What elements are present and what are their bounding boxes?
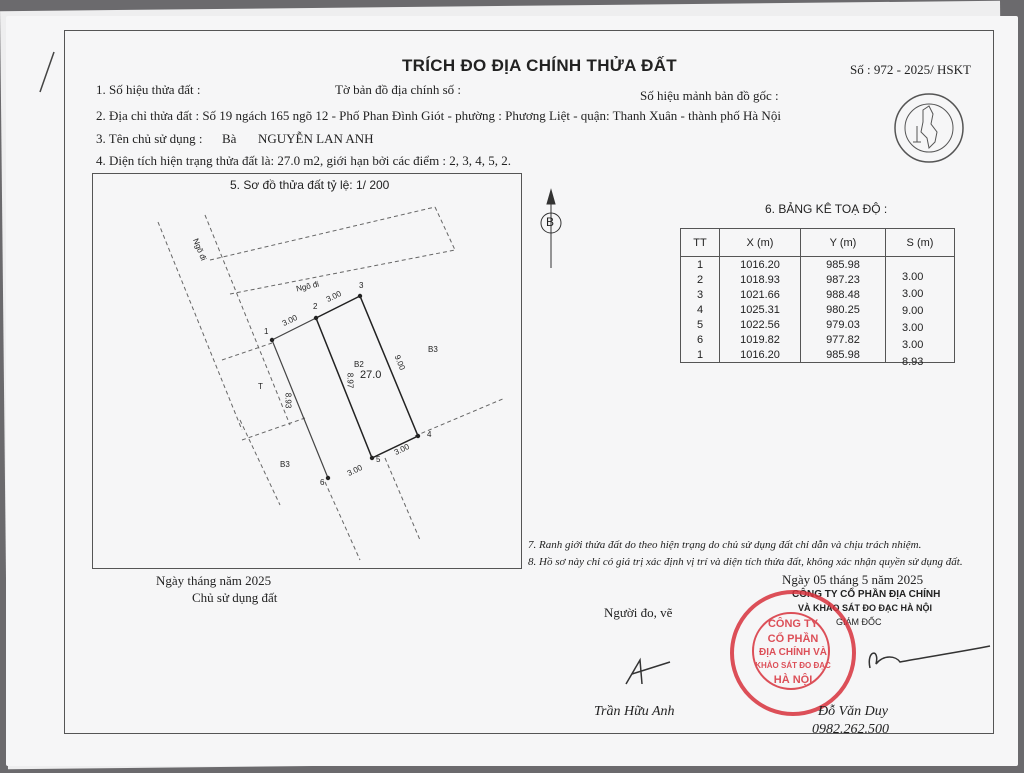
table-cell: 1019.82: [720, 332, 801, 347]
dimension-label: 8.97: [345, 372, 355, 389]
parcel-address: 2. Địa chỉ thửa đất : Số 19 ngách 165 ngõ 12 - Phố Phan Đình Giót - phường : Phương Liệt - quận: Thanh Xuân - thành phố Hà Nội: [96, 108, 781, 123]
director-name: Đỗ Văn Duy: [818, 704, 888, 719]
director-signature-icon: [869, 646, 990, 668]
coordinate-table-title: 6. BẢNG KÊ TOẠ ĐỘ :: [765, 202, 888, 216]
land-type-label: B2: [354, 360, 364, 369]
table-cell: 5: [681, 317, 720, 332]
map-sheet-number: Tờ bản đồ địa chính số :: [335, 82, 462, 97]
surveyor-label: Người đo, vẽ: [604, 605, 673, 620]
stamp-text: ĐỊA CHÍNH VÀ: [759, 647, 827, 658]
table-cell: 1025.31: [720, 302, 801, 317]
table-cell: 1021.66: [720, 287, 801, 302]
distance-value: 3.00: [902, 271, 924, 283]
point-label-3: 3: [359, 281, 364, 290]
original-map-number: Số hiệu mảnh bản đồ gốc :: [640, 88, 779, 103]
dimension-label: 8.93: [283, 392, 293, 409]
land-type-label: B3: [428, 345, 438, 354]
table-cell: 1: [681, 257, 720, 273]
dimension-label: 3.00: [392, 442, 411, 457]
table-cell: 3: [681, 287, 720, 302]
table-header: X (m): [720, 229, 801, 257]
phone-number: 0982.262.500: [812, 722, 889, 737]
table-cell: 980.25: [801, 302, 886, 317]
company-name: CÔNG TY CỔ PHẦN ĐỊA CHÍNH: [792, 589, 941, 600]
table-cell: 4: [681, 302, 720, 317]
note-7: 7. Ranh giới thửa đất do theo hiện trạng do chủ sử dụng đất chỉ dẫn và chịu trách nhiệm.: [528, 539, 922, 551]
table-cell: 1016.20: [720, 257, 801, 273]
stamp-text: CÔNG TY: [767, 618, 819, 630]
surveyor-name: Trần Hữu Anh: [594, 704, 675, 719]
surveyor-signature-icon: [626, 660, 670, 684]
table-cell: 6: [681, 332, 720, 347]
company-name-2: VÀ KHẢO SÁT ĐO ĐẠC HÀ NỘI: [798, 603, 933, 613]
table-cell: 988.48: [801, 287, 886, 302]
map-title: 5. Sơ đồ thửa đất tỷ lệ: 1/ 200: [230, 178, 390, 192]
parcel-area: 4. Diện tích hiện trạng thửa đất là: 27.0 m2, giới hạn bởi các điểm : 2, 3, 4, 5, 2.: [96, 153, 512, 168]
parcel-area-label: 27.0: [360, 369, 382, 381]
dimension-label: 3.00: [324, 289, 343, 304]
table-cell: 1: [681, 347, 720, 363]
point-label-1: 1: [264, 327, 269, 336]
table-cell: 1022.56: [720, 317, 801, 332]
table-cell: 987.23: [801, 272, 886, 287]
table-header: S (m): [886, 229, 955, 257]
land-type-label: B3: [280, 460, 290, 469]
table-cell: 1018.93: [720, 272, 801, 287]
distance-value: 3.00: [902, 288, 924, 300]
table-header: Y (m): [801, 229, 886, 257]
director-title: GIÁM ĐỐC: [836, 617, 882, 627]
land-type-label: T: [258, 382, 263, 391]
distance-value: 3.00: [902, 322, 924, 334]
stamp-text: HÀ NỘI: [773, 674, 813, 686]
road-label: Ngõ đi: [295, 279, 320, 294]
point-label-4: 4: [427, 430, 432, 439]
north-label: B: [546, 215, 555, 229]
table-cell: 1016.20: [720, 347, 801, 363]
stamp-text: KHẢO SÁT ĐO ĐẠC: [755, 661, 831, 670]
point-label-2: 2: [313, 302, 318, 311]
owner-date: Ngày tháng năm 2025: [156, 573, 272, 588]
point-label-6: 6: [320, 478, 325, 487]
owner-label: 3. Tên chủ sử dụng :: [96, 131, 203, 146]
table-cell: 977.82: [801, 332, 886, 347]
owner-title: Bà: [222, 131, 237, 146]
parcel-number: 1. Số hiệu thửa đất :: [96, 82, 201, 97]
table-cell: 985.98: [801, 347, 886, 363]
distance-value: 8.93: [902, 356, 924, 368]
table-cell: 979.03: [801, 317, 886, 332]
table-cell: 2: [681, 272, 720, 287]
table-cell: 985.98: [801, 257, 886, 273]
document-number: Số : 972 - 2025/ HSKT: [850, 62, 971, 77]
distance-value: 9.00: [902, 305, 924, 317]
note-8: 8. Hồ sơ này chỉ có giá trị xác định vị trí và diện tích thửa đất, không xác nhận quyền sử dụng đất.: [528, 556, 963, 568]
distance-value: 3.00: [902, 339, 924, 351]
dimension-label: 9.00: [392, 353, 407, 372]
owner-name: NGUYỄN LAN ANH: [258, 131, 374, 146]
owner-signature-label: Chủ sử dụng đất: [192, 590, 278, 605]
stamp-text: CỔ PHẦN: [767, 633, 819, 645]
dimension-label: 3.00: [345, 463, 364, 478]
dimension-label: 3.00: [280, 313, 299, 328]
sign-date: Ngày 05 tháng 5 năm 2025: [782, 572, 924, 587]
road-label: Ngõ đi: [191, 237, 209, 262]
document-title: TRÍCH ĐO ĐỊA CHÍNH THỬA ĐẤT: [402, 56, 677, 75]
point-label-5: 5: [376, 455, 381, 464]
table-header: TT: [681, 229, 720, 257]
